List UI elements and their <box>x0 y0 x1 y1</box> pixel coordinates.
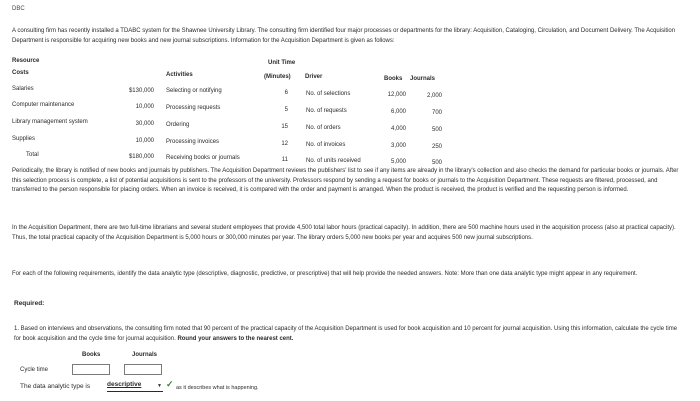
process-paragraph: Periodically, the library is notified of new books and journals by publishers. The Acquisition Department reviews the publishers' list to see if any items are already in the library's collection and also checks the demand for particular books or journals. After this selection process is complete, a list of potential acquisitions is sent to the professors of the university. Professors respond by sending a request for books or journals to the Acquisition Department. These requests are filtered, processed, and transferred to the person responsible for placing orders. When an invoice is received, it is compared with the order and payment is arranged. When the product is received, the product is verified and the requesting person is informed. <box>12 168 679 193</box>
cell-activity: Receiving books or journals <box>166 155 240 161</box>
cell-activity: Processing invoices <box>166 139 220 145</box>
cell-books: 6,000 <box>390 109 406 115</box>
cell-journals: 500 <box>431 127 442 133</box>
header-minutes: (Minutes) <box>264 74 291 80</box>
cell-books: 4,000 <box>390 126 406 132</box>
cell-journals: 250 <box>431 144 442 150</box>
page-tag: DBC <box>12 6 25 12</box>
cell-resource: Total <box>26 152 39 158</box>
header-resource: Resource <box>12 58 40 64</box>
cell-driver: No. of invoices <box>306 142 346 148</box>
required-label: Required: <box>14 300 45 307</box>
cycle-time-journals-input[interactable] <box>124 364 162 375</box>
cell-cost: 10,000 <box>135 104 154 110</box>
cell-time: 11 <box>281 157 288 163</box>
header-activities: Activities <box>166 72 193 78</box>
analytic-type-suffix: as it describes what is happening. <box>176 385 259 391</box>
cell-resource: Salaries <box>12 86 34 92</box>
cell-resource: Library management system <box>12 119 88 125</box>
answer-col-journals: Journals <box>132 352 158 358</box>
cell-resource: Computer maintenance <box>12 102 75 108</box>
check-icon: ✓ <box>166 379 174 389</box>
analytic-type-select[interactable] <box>107 381 163 392</box>
cell-driver: No. of selections <box>306 91 351 97</box>
cycle-time-label: Cycle time <box>20 367 49 373</box>
cell-driver: No. of orders <box>306 125 341 131</box>
cell-driver: No. of requests <box>306 108 347 114</box>
cell-driver: No. of units received <box>306 158 361 164</box>
instructions-paragraph: For each of the following requirements, identify the data analytic type (descriptive, diagnostic, predictive, or prescriptive) that will help provide the needed answers. Note: More than one data analytic type might appear in any requirement. <box>12 271 638 277</box>
cell-journals: 2,000 <box>426 93 442 99</box>
header-books: Books <box>384 76 403 82</box>
cell-time: 5 <box>284 107 288 113</box>
cell-journals: 500 <box>431 160 442 166</box>
cell-activity: Processing requests <box>166 105 221 111</box>
cell-journals: 700 <box>431 110 442 116</box>
answer-col-books: Books <box>82 352 101 358</box>
intro-paragraph: A consulting firm has recently installed a TDABC system for the Shawnee University Library. The consulting firm identified four major processes or departments for the library: Acquisition, Cataloging, Circulation, and Document Delivery. The Acquisition Department is responsible for acquiring new books and new journal subscriptions. Information for the Acquisition Department is given as follows: <box>12 28 676 44</box>
chevron-down-icon: ▼ <box>157 383 162 389</box>
analytic-type-prefix: The data analytic type is <box>20 383 91 390</box>
cell-activity: Ordering <box>166 122 190 128</box>
header-unit-time: Unit Time <box>268 60 296 66</box>
cell-activity: Selecting or notifying <box>166 88 222 94</box>
cell-cost: $180,000 <box>128 154 154 160</box>
cell-cost: $130,000 <box>128 88 154 94</box>
header-journals: Journals <box>410 76 436 82</box>
cell-cost: 10,000 <box>135 138 154 144</box>
cell-time: 15 <box>281 124 288 130</box>
requirement-1 <box>14 325 684 344</box>
cell-cost: 30,000 <box>135 121 154 127</box>
cell-resource: Supplies <box>12 136 36 142</box>
requirement-1-rounding-note: Round your answers to the nearest cent. <box>177 335 294 342</box>
capacity-paragraph: In the Acquisition Department, there are two full-time librarians and several student employees that provide 4,500 total labor hours (practical capacity). In addition, there are 500 machine hours used in the acquisition process (also at practical capacity). Thus, the total practical capacity of the Acquisition Department is 5,000 hours or 300,000 minutes per year. The library orders 5,000 new books per year and acquires 500 new journal subscriptions. <box>12 225 676 241</box>
cell-books: 12,000 <box>387 92 406 98</box>
cell-time: 12 <box>281 141 288 147</box>
cycle-time-books-input[interactable] <box>72 364 110 375</box>
cell-books: 5,000 <box>390 159 406 165</box>
cell-books: 3,000 <box>390 143 406 149</box>
analytic-type-selected: descriptive <box>107 381 142 388</box>
header-driver: Driver <box>305 74 323 80</box>
requirement-1-text: 1. Based on interviews and observations, the consulting firm noted that 90 percent of the practical capacity of the Acquisition Department is used for book acquisition and 10 percent for journal acquisition. Using this information, calculate the cycle time for book acquisition and the cycle time for journal acquisition. <box>14 326 678 342</box>
cell-time: 6 <box>284 90 288 96</box>
header-costs: Costs <box>12 70 29 76</box>
